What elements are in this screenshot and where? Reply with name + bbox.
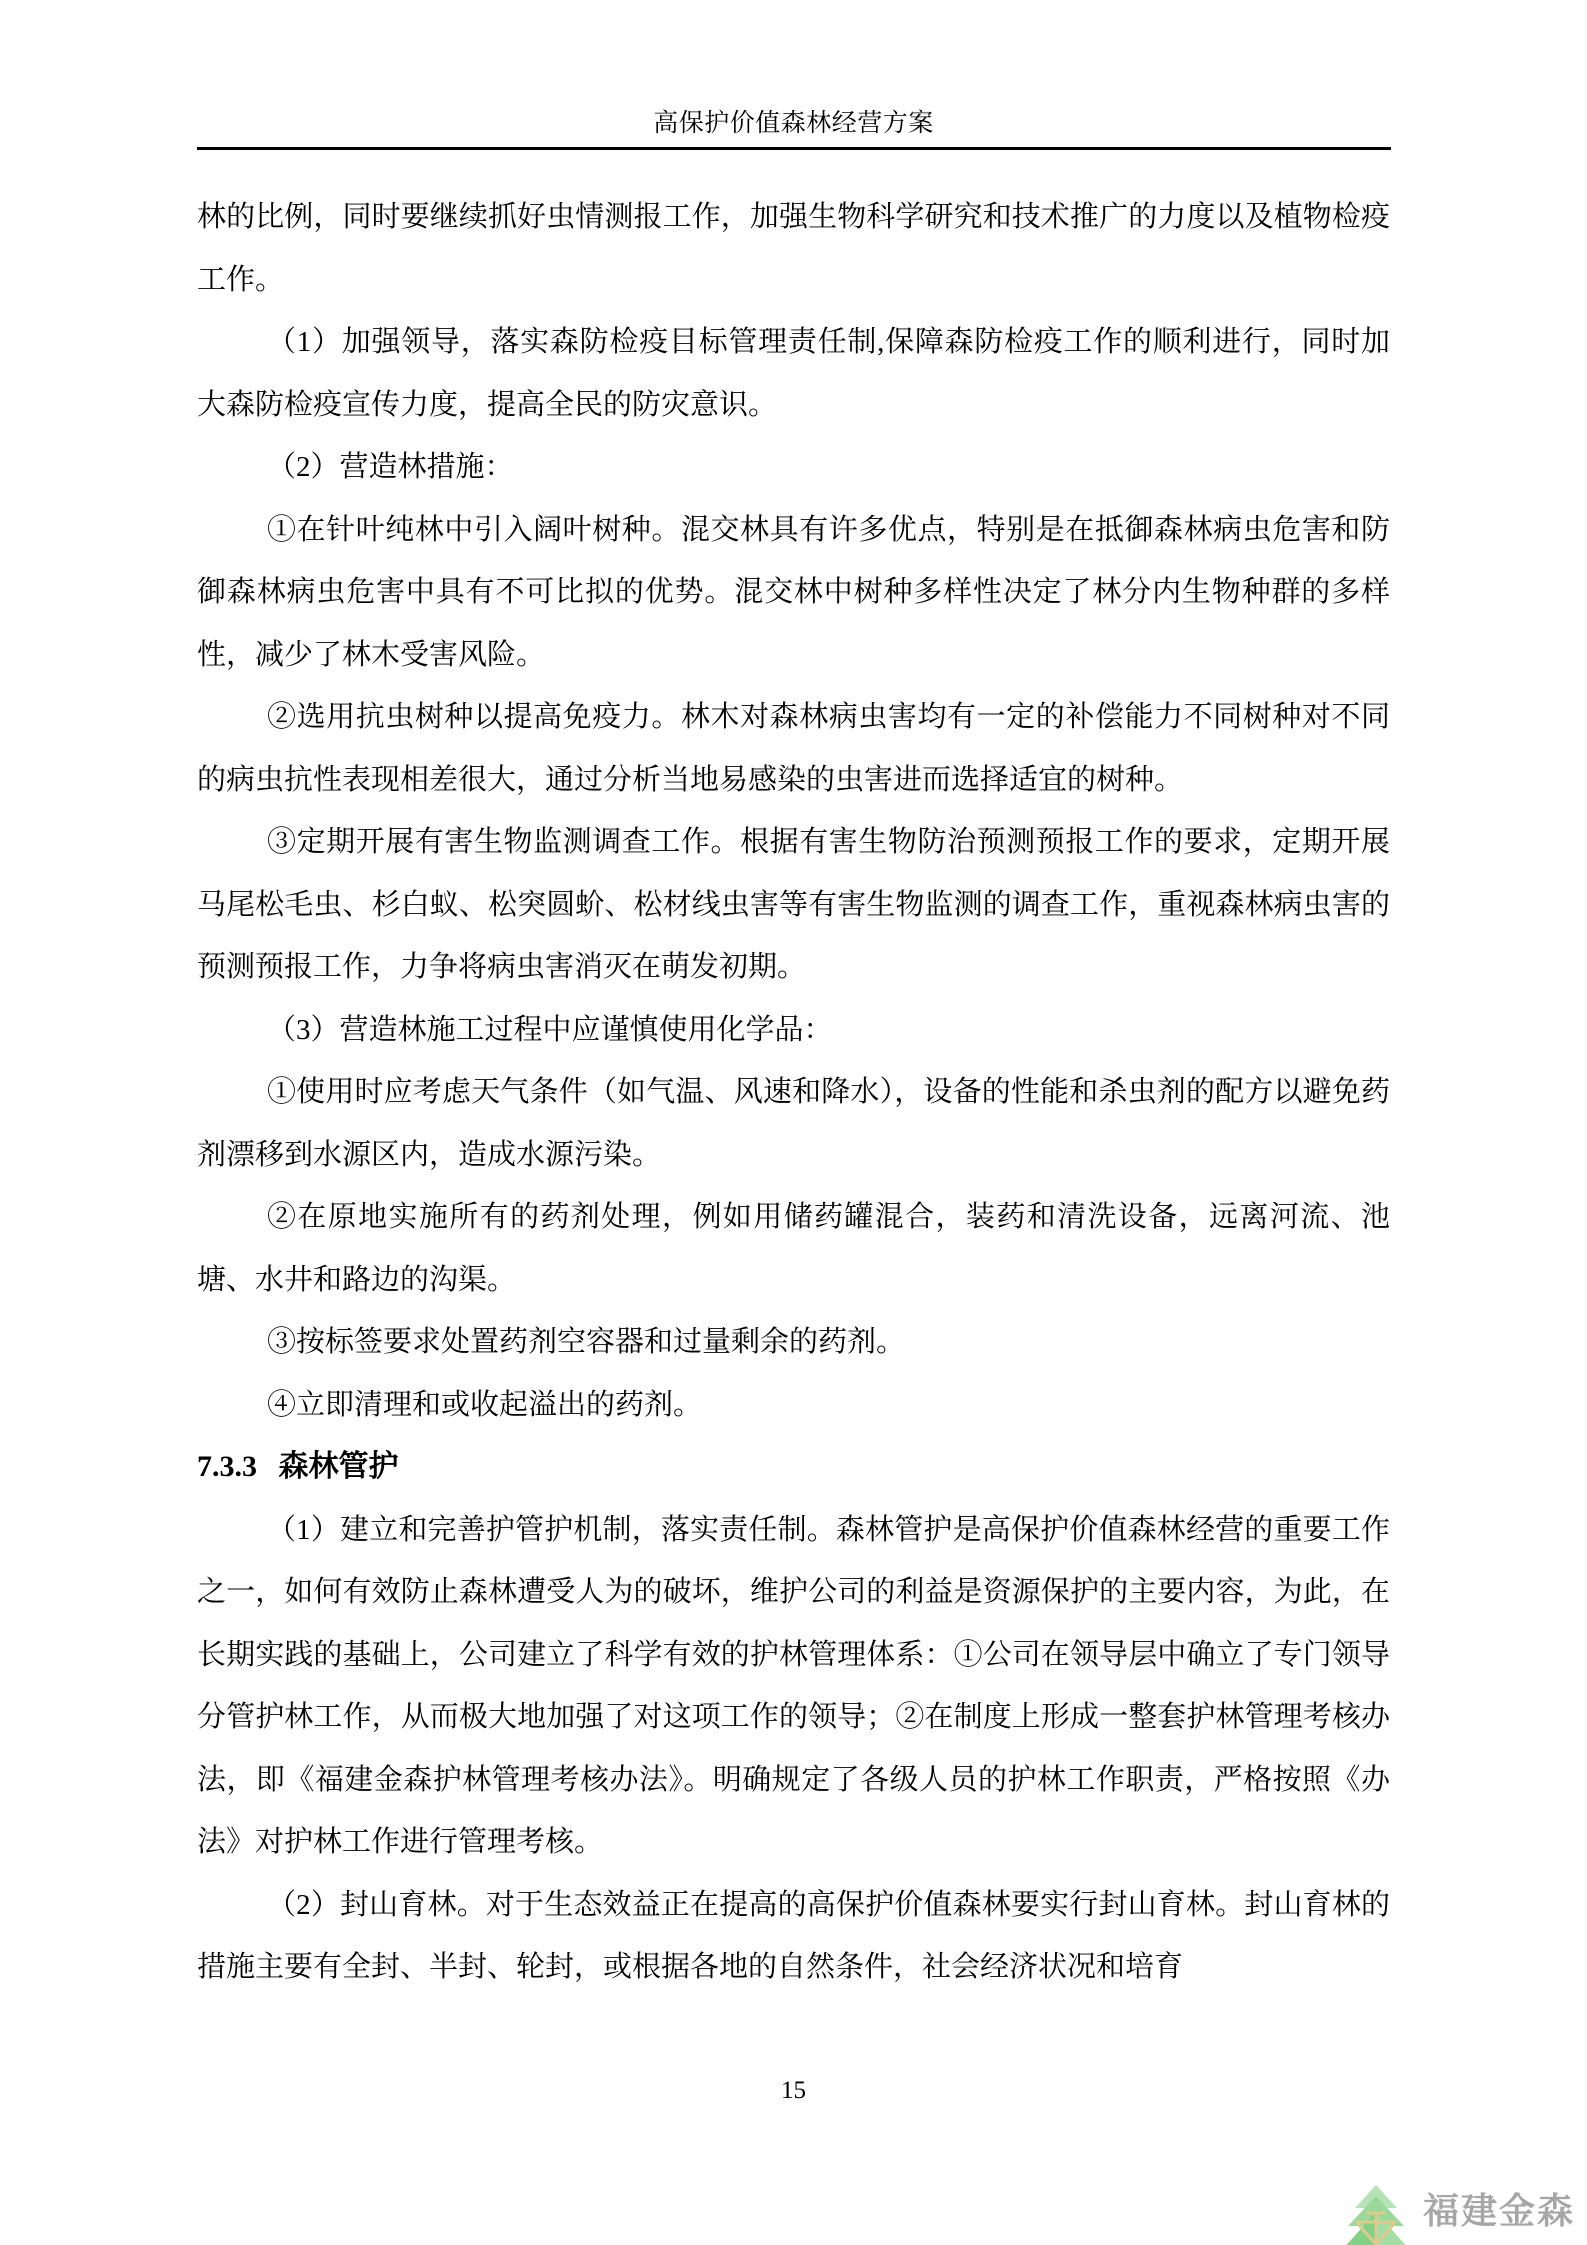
body-paragraph: （2）营造林措施： — [267, 451, 514, 483]
header-divider-line — [197, 147, 1391, 150]
section-heading-7-3-3 — [197, 1436, 1390, 1499]
body-paragraph: ③按标签要求处置药剂空容器和过量剩余的药剂。 — [267, 1326, 906, 1358]
body-paragraph: ①使用时应考虑天气条件（如气温、风速和降水），设备的性能和杀虫剂的配方以避免药剂漂移到水源区内，造成水源污染。 — [197, 1076, 1390, 1171]
body-paragraph: ①在针叶纯林中引入阔叶树种。混交林具有许多优点，特别是在抵御森林病虫危害和防御森林病虫危害中具有不可比拟的优势。混交林中树种多样性决定了林分内生物种群的多样性，减少了林木受害风险。 — [197, 513, 1390, 671]
company-logo — [1341, 2183, 1575, 2245]
body-paragraph: （2）封山育林。对于生态效益正在提高的高保护价值森林要实行封山育林。封山育林的措施主要有全封、半封、轮封，或根据各地的自然条件，社会经济状况和培育 — [197, 1888, 1390, 1983]
body-paragraph: ②在原地实施所有的药剂处理，例如用储药罐混合，装药和清洗设备，远离河流、池塘、水井和路边的沟渠。 — [197, 1201, 1390, 1296]
body-paragraph: ②选用抗虫树种以提高免疫力。林木对森林病虫害均有一定的补偿能力不同树种对不同的病虫抗性表现相差很大，通过分析当地易感染的虫害进而选择适宜的树种。 — [197, 701, 1390, 796]
body-paragraph: （3）营造林施工过程中应谨慎使用化学品： — [267, 1013, 833, 1046]
body-paragraph: 林的比例，同时要继续抓好虫情测报工作，加强生物科学研究和技术推广的力度以及植物检疫工作。 — [197, 201, 1390, 296]
page-header-title: 高保护价值森林经营方案 — [653, 110, 934, 137]
section-heading-title: 森林管护 — [278, 1450, 399, 1483]
document-body — [197, 186, 1390, 1999]
company-logo-text: 福建金森 — [1422, 2190, 1575, 2231]
pine-tree-icon — [1341, 2183, 1411, 2245]
body-paragraph: ④立即清理和或收起溢出的药剂。 — [267, 1388, 703, 1421]
body-paragraph: ③定期开展有害生物监测调查工作。根据有害生物防治预测预报工作的要求，定期开展马尾松毛虫、杉白蚁、松突圆蚧、松材线虫害等有害生物监测的调查工作，重视森林病虫害的预测预报工作，力争将病虫害消灭在萌发初期。 — [197, 826, 1390, 983]
body-paragraph: （1）建立和完善护管护机制，落实责任制。森林管护是高保护价值森林经营的重要工作之一，如何有效防止森林遭受人为的破坏，维护公司的利益是资源保护的主要内容，为此，在长期实践的基础上，公司建立了科学有效的护林管理体系：①公司在领导层中确立了专门领导分管护林工作，从而极大地加强了对这项工作的领导；②在制度上形成一整套护林管理考核办法，即《福建金森护林管理考核办法》。明确规定了各级人员的护林工作职责，严格按照《办法》对护林工作进行管理考核。 — [197, 1513, 1390, 1858]
page-number: 15 — [781, 2077, 806, 2104]
body-paragraph: （1）加强领导，落实森防检疫目标管理责任制,保障森防检疫工作的顺利进行，同时加大森防检疫宣传力度，提高全民的防灾意识。 — [197, 326, 1390, 421]
section-heading-number: 7.3.3 — [197, 1450, 257, 1483]
